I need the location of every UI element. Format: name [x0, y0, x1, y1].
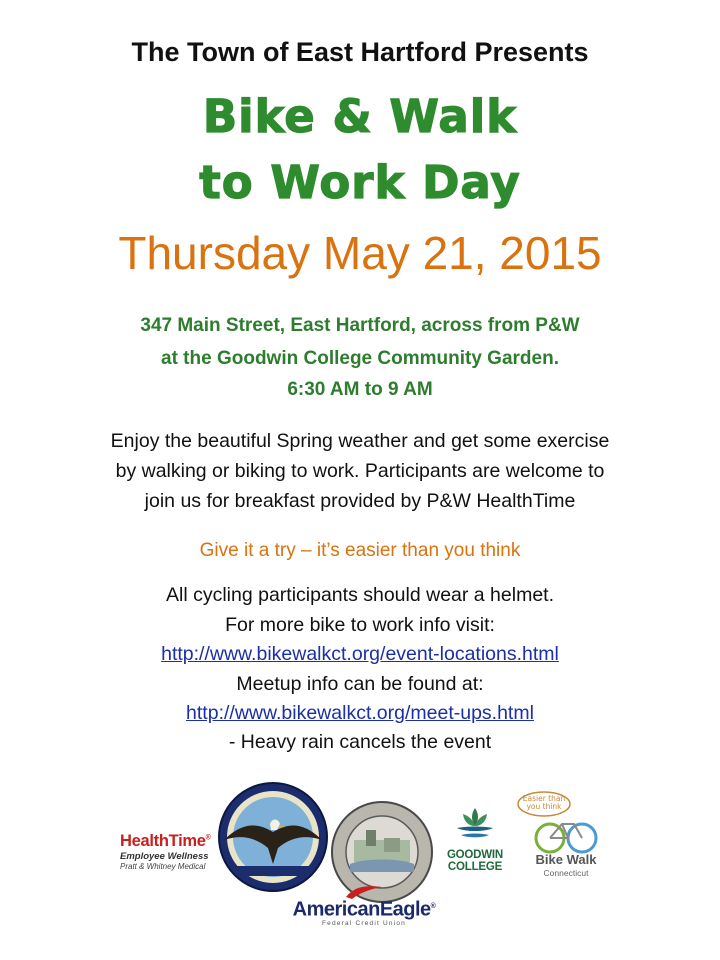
american-eagle-name: [290, 897, 438, 920]
bikewalk-tag-line1: Easier than: [522, 794, 566, 803]
helmet-note: All cycling participants should wear a helmet.: [165, 584, 555, 606]
american-eagle-logo: [290, 885, 438, 935]
meetups-link[interactable]: http://www.bikewalkct.org/meet-ups.html: [186, 702, 534, 724]
bikewalk-name: Bike Walk: [535, 852, 597, 867]
goodwin-line2: COLLEGE: [447, 861, 503, 873]
address-line1: 347 Main Street, East Hartford, across from P&W: [140, 315, 580, 336]
event-date: Thursday May 21, 2015: [118, 227, 602, 279]
pratt-whitney-seal-icon: [216, 780, 330, 894]
ae-name-part2: Eagle: [379, 898, 431, 921]
healthtime-name-text: HealthTime: [120, 832, 206, 850]
tagline: Give it a try – it’s easier than you think: [199, 540, 521, 561]
presenter-heading: The Town of East Hartford Presents: [131, 37, 589, 67]
description-line2: by walking or biking to work. Participants are welcome to: [115, 460, 605, 482]
goodwin-college-logo: [434, 804, 516, 884]
goodwin-line1: GOODWIN: [446, 849, 504, 861]
ae-reg-mark: ®: [430, 903, 436, 910]
bikewalk-state: Connecticut: [543, 868, 589, 878]
bike-walk-connecticut-logo: [516, 790, 616, 890]
goodwin-flower-icon: [453, 804, 497, 844]
american-eagle-subtitle: Federal Credit Union: [322, 919, 406, 927]
healthtime-logo: [120, 832, 224, 876]
event-time: 6:30 AM to 9 AM: [287, 379, 433, 400]
ae-name-part1: American: [292, 898, 380, 921]
bikewalk-tag-line2: you think: [526, 802, 562, 811]
rain-note: - Heavy rain cancels the event: [228, 731, 492, 753]
healthtime-subtitle: Employee Wellness: [120, 851, 209, 862]
description-line3: join us for breakfast provided by P&W HealthTime: [144, 490, 576, 512]
event-title-line1: Bike & Walk: [202, 90, 518, 143]
healthtime-reg-mark: ®: [205, 834, 211, 842]
eagle-wing-icon: [344, 885, 384, 899]
meetup-row: [0, 702, 720, 725]
healthtime-name: [120, 832, 224, 851]
address-line2: at the Goodwin College Community Garden.: [161, 348, 559, 369]
event-title-line2: to Work Day: [199, 156, 521, 209]
healthtime-subtitle2: Pratt & Whitney Medical: [120, 862, 206, 871]
more-info-label: For more bike to work info visit:: [225, 614, 495, 636]
event-locations-link[interactable]: http://www.bikewalkct.org/event-locations.html: [161, 643, 559, 665]
meetup-label: Meetup info can be found at:: [236, 673, 484, 695]
more-info-row: [0, 643, 720, 666]
description-line1: Enjoy the beautiful Spring weather and get some exercise: [110, 430, 610, 452]
